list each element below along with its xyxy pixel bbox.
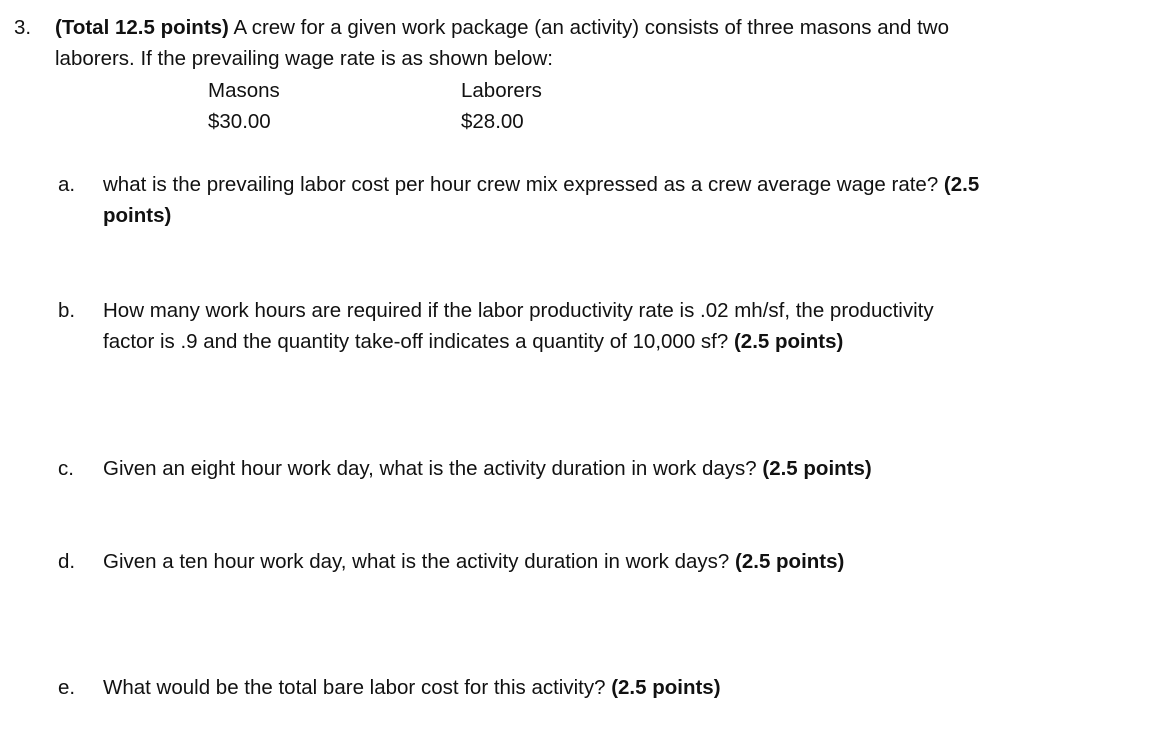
part-b-label: b. xyxy=(58,299,76,322)
part-d-points: (2.5 points) xyxy=(735,550,845,573)
part-a-points-1: (2.5 xyxy=(943,173,980,196)
part-c-label: c. xyxy=(58,457,74,480)
part-c-points: (2.5 points) xyxy=(762,457,872,480)
part-a-text: what is the prevailing labor cost per hour crew mix expressed as a crew average wage rate? xyxy=(103,173,944,196)
part-b-points: (2.5 points) xyxy=(733,330,844,353)
part-c-line xyxy=(103,453,872,484)
part-e-points: (2.5 points) xyxy=(611,676,721,699)
laborers-wage: $28.00 xyxy=(461,110,524,133)
part-e-text: What would be the total bare labor cost for this activity? xyxy=(103,676,612,699)
part-b-line-1: How many work hours are required if the labor productivity rate is .02 mh/sf, the productivity xyxy=(103,299,934,322)
masons-wage: $30.00 xyxy=(208,110,271,133)
question-text-1: A crew for a given work package (an activity) consists of three masons and two xyxy=(228,16,950,39)
part-d-text: Given a ten hour work day, what is the activity duration in work days? xyxy=(103,550,736,573)
question-points: (Total 12.5 points) xyxy=(55,16,229,39)
part-d-label: d. xyxy=(58,550,76,573)
question-line-1 xyxy=(55,12,949,43)
question-line-2: laborers. If the prevailing wage rate is as shown below: xyxy=(55,47,553,70)
laborers-label: Laborers xyxy=(461,79,542,102)
part-d-line xyxy=(103,546,844,577)
part-e-line xyxy=(103,672,721,703)
part-b-text-2: factor is .9 and the quantity take-off indicates a quantity of 10,000 sf? xyxy=(103,330,734,353)
part-a-label: a. xyxy=(58,173,76,196)
masons-label: Masons xyxy=(208,79,280,102)
part-e-label: e. xyxy=(58,676,76,699)
part-c-text: Given an eight hour work day, what is the activity duration in work days? xyxy=(103,457,763,480)
part-a-line-2 xyxy=(103,200,171,231)
part-a-points-2: points) xyxy=(103,204,172,227)
part-b-line-2 xyxy=(103,326,843,357)
part-a-line-1 xyxy=(103,169,979,200)
question-number: 3. xyxy=(14,16,32,39)
